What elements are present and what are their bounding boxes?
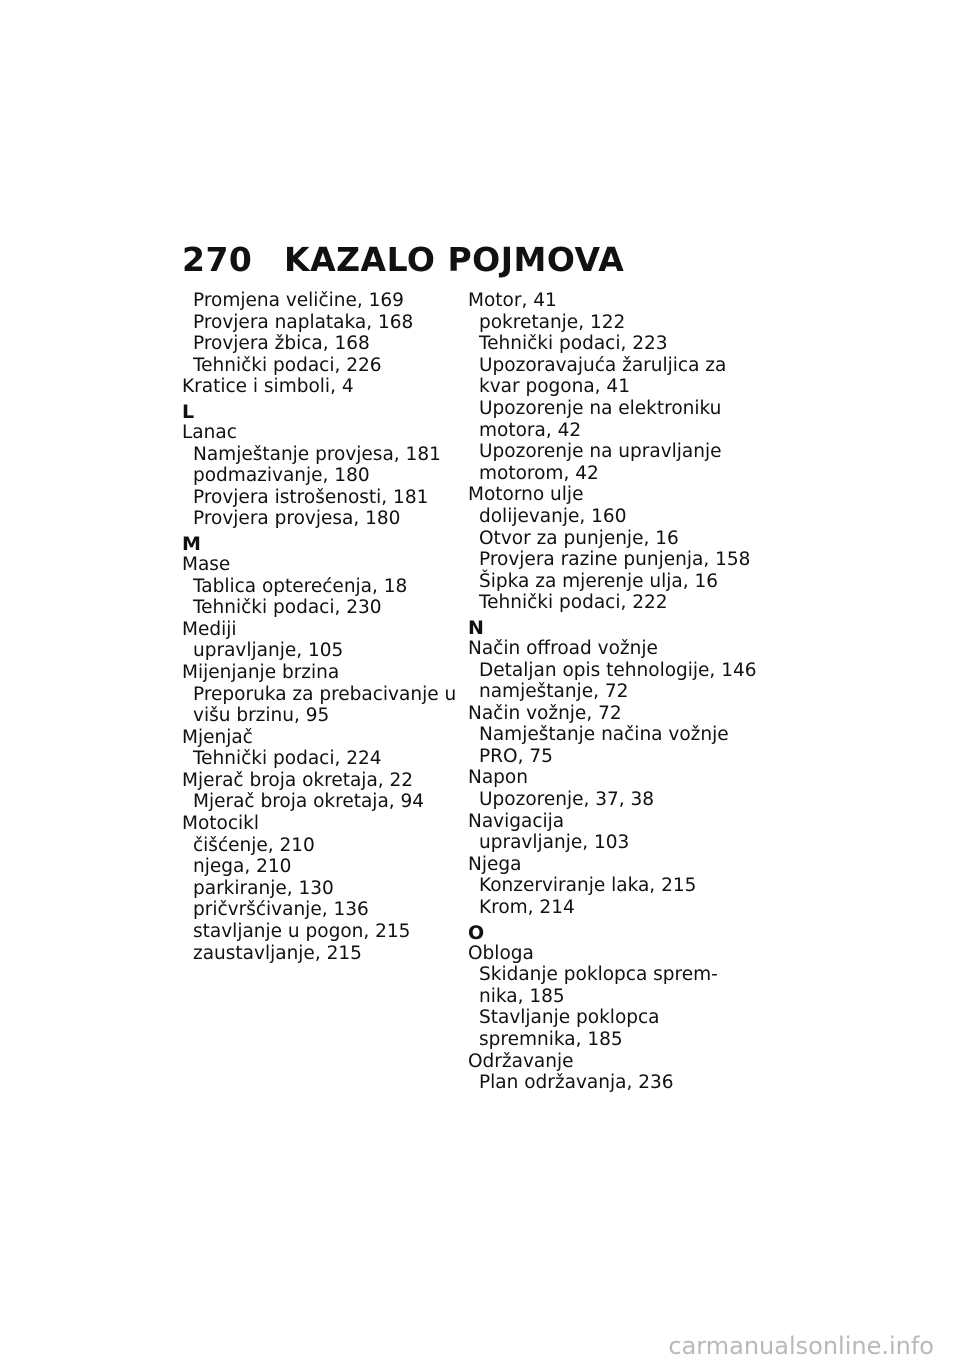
index-subentry: Detaljan opis tehnologije, 146 [479, 659, 757, 681]
index-subentry: upravljanje, 105 [193, 640, 344, 662]
index-letter-heading: O [468, 921, 485, 944]
index-subentry: Provjera naplataka, 168 [193, 311, 414, 333]
watermark: carmanualsonline.info [668, 1332, 934, 1360]
index-entry: Mijenjanje brzina [182, 661, 340, 683]
index-subentry: Provjera provjesa, 180 [193, 508, 401, 530]
index-subentry: Promjena veličine, 169 [193, 290, 404, 311]
index-subentry: Skidanje poklopca sprem- [479, 964, 718, 986]
index-entry: Mjenjač [182, 726, 253, 748]
index-entry: Motorno ulje [468, 484, 584, 506]
page-header [182, 240, 624, 279]
page-number: 270 [182, 240, 253, 279]
index-entry: Održavanje [468, 1050, 574, 1072]
index-subentry: upravljanje, 103 [479, 832, 630, 854]
index-subentry: Tehnički podaci, 222 [479, 592, 668, 614]
index-entry: Lanac [182, 421, 237, 443]
index-subentry: višu brzinu, 95 [193, 705, 330, 727]
index-letter-heading: L [182, 400, 195, 423]
index-subentry: Krom, 214 [479, 897, 575, 919]
index-entry: Navigacija [468, 810, 565, 832]
index-subentry: Namještanje provjesa, 181 [193, 443, 441, 465]
index-subentry: Tehnički podaci, 226 [193, 354, 382, 376]
index-entry: Njega [468, 853, 522, 875]
index-subentry: Tehnički podaci, 230 [193, 597, 382, 619]
index-subentry: Šipka za mjerenje ulja, 16 [479, 570, 719, 592]
index-subentry: Provjera žbica, 168 [193, 333, 370, 355]
page-title: KAZALO POJMOVA [284, 240, 625, 279]
index-subentry: pokretanje, 122 [479, 311, 626, 333]
index-subentry: Provjera istrošenosti, 181 [193, 486, 429, 508]
index-subentry: Otvor za punjenje, 16 [479, 527, 679, 549]
index-entry: Način offroad vožnje [468, 637, 658, 659]
index-subentry: Provjera razine punjenja, 158 [479, 549, 751, 571]
index-subentry: zaustavljanje, 215 [193, 942, 362, 964]
index-subentry: čišćenje, 210 [193, 834, 315, 856]
index-entry: Napon [468, 767, 528, 789]
index-subentry: Upozorenje, 37, 38 [479, 789, 655, 811]
index-entry: Kratice i simboli, 4 [182, 376, 354, 398]
index-subentry: kvar pogona, 41 [479, 376, 630, 398]
index-subentry: Tehnički podaci, 223 [479, 333, 668, 355]
index-subentry: Mjerač broja okretaja, 94 [193, 791, 425, 813]
index-subentry: Konzerviranje laka, 215 [479, 875, 697, 897]
index-subentry: pričvršćivanje, 136 [193, 899, 369, 921]
index-subentry: Namještanje načina vožnje [479, 724, 729, 746]
index-subentry: motorom, 42 [479, 462, 599, 484]
index-subentry: motora, 42 [479, 419, 582, 441]
index-letter-heading: N [468, 616, 484, 639]
index-entry: Mediji [182, 618, 237, 640]
index-entry: Obloga [468, 942, 534, 964]
index-subentry: dolijevanje, 160 [479, 505, 627, 527]
index-subentry: Upozorenje na upravljanje [479, 441, 722, 463]
index-entry: Mase [182, 553, 231, 575]
index-subentry: Tablica opterećenja, 18 [193, 575, 408, 597]
index-subentry: Stavljanje poklopca [479, 1007, 660, 1029]
index-entry: Motocikl [182, 813, 260, 835]
index-subentry: namještanje, 72 [479, 681, 629, 703]
index-subentry: Upozoravajuća žaruljica za [479, 354, 727, 376]
index-subentry: stavljanje u pogon, 215 [193, 921, 411, 943]
index-entry: Mjerač broja okretaja, 22 [182, 769, 414, 791]
index-column-left [182, 290, 457, 964]
index-entry: Način vožnje, 72 [468, 702, 622, 724]
index-subentry: Upozorenje na elektroniku [479, 397, 722, 419]
index-subentry: njega, 210 [193, 856, 292, 878]
index-subentry: parkiranje, 130 [193, 877, 334, 899]
index-subentry: Preporuka za prebacivanje u [193, 683, 457, 705]
index-subentry: spremnika, 185 [479, 1029, 623, 1050]
index-subentry: PRO, 75 [479, 745, 553, 767]
index-subentry: Plan održavanja, 236 [479, 1072, 674, 1094]
index-subentry: podmazivanje, 180 [193, 465, 370, 487]
index-letter-heading: M [182, 532, 201, 555]
index-entry: Motor, 41 [468, 290, 557, 311]
index-subentry: Tehnički podaci, 224 [193, 748, 382, 770]
index-column-right [468, 290, 757, 1094]
index-subentry: nika, 185 [479, 985, 565, 1007]
